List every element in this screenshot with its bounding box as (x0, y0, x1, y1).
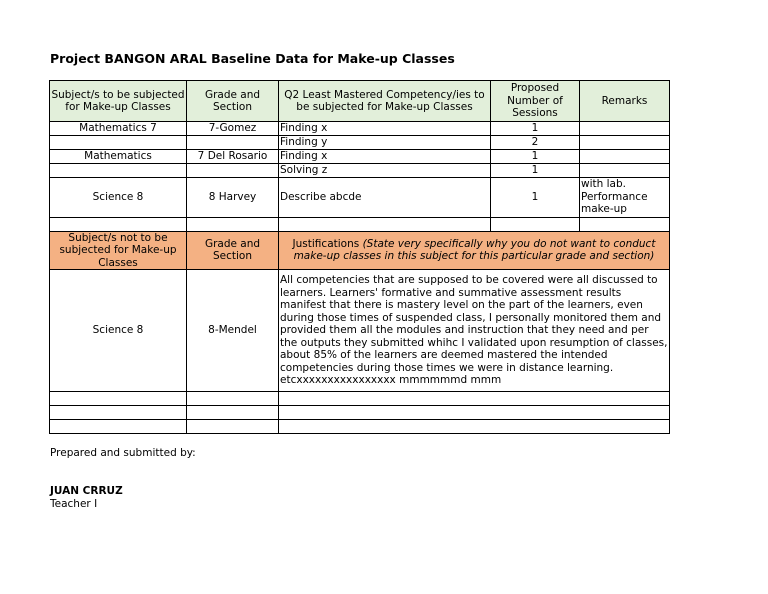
subject-cell: Mathematics (50, 150, 187, 164)
table-row (50, 150, 670, 164)
table-row (50, 122, 670, 136)
subject-cell: Science 8 (50, 177, 187, 217)
remarks-cell: with lab. Performance make-up (580, 177, 670, 217)
header-justifications (279, 231, 670, 270)
subject-cell: Mathematics 7 (50, 122, 187, 136)
blank-row (50, 217, 670, 231)
empty-cell (491, 217, 580, 231)
empty-cell (580, 217, 670, 231)
empty-cell (187, 392, 279, 406)
sessions-cell: 1 (491, 150, 580, 164)
makeup-header-row (50, 81, 670, 122)
remarks-cell (580, 122, 670, 136)
justification-note: (State very specifically why you do not want to conduct make-up classes in this subject for this particular grade and section) (293, 237, 656, 263)
competency-cell: Finding x (279, 150, 491, 164)
sessions-cell: 1 (491, 177, 580, 217)
subject-cell (50, 136, 187, 150)
empty-cell (50, 406, 187, 420)
empty-cell (187, 217, 279, 231)
subject-cell (50, 164, 187, 178)
justification-cell: All competencies that are supposed to be covered were all discussed to learners. Learners' formative and summative assessment results manifest that there is mastery level on the part of the learners, even during those times of suspended class, I personally monitored them and provided them all the modules and instruction that they need and per the outputs they submitted whihc I validated upon resumption of classes, about 85% of the learners are deemed mastered the intended competencies during those times we were in distance learning. etcxxxxxxxxxxxxxxxx mmmmmmd mmm (279, 270, 670, 392)
table-row (50, 136, 670, 150)
grade-section-cell: 8-Mendel (187, 270, 279, 392)
blank-row (50, 406, 670, 420)
empty-cell (279, 406, 670, 420)
header-subject: Subject/s to be subjected for Make-up Classes (50, 81, 187, 122)
grade-section-cell (187, 164, 279, 178)
remarks-cell (580, 136, 670, 150)
preparer-name: JUAN CRRUZ (50, 485, 123, 497)
header-grade-section: Grade and Section (187, 231, 279, 270)
blank-row (50, 420, 670, 434)
sessions-cell: 1 (491, 122, 580, 136)
grade-section-cell: 8 Harvey (187, 177, 279, 217)
sessions-cell: 1 (491, 164, 580, 178)
header-grade-section: Grade and Section (187, 81, 279, 122)
subject-cell: Science 8 (50, 270, 187, 392)
header-subject-not: Subject/s not to be subjected for Make-up Classes (50, 231, 187, 270)
no-makeup-header-row (50, 231, 670, 270)
preparer-position: Teacher I (50, 498, 98, 510)
competency-cell: Finding y (279, 136, 491, 150)
grade-section-cell (187, 136, 279, 150)
grade-section-cell: 7 Del Rosario (187, 150, 279, 164)
competency-cell: Finding x (279, 122, 491, 136)
competency-cell: Solving z (279, 164, 491, 178)
empty-cell (50, 392, 187, 406)
table-row (50, 270, 670, 392)
empty-cell (50, 217, 187, 231)
header-competency: Q2 Least Mastered Competency/ies to be subjected for Make-up Classes (279, 81, 491, 122)
table-row (50, 177, 670, 217)
sessions-cell: 2 (491, 136, 580, 150)
justification-label: Justifications (292, 237, 360, 250)
grade-section-cell: 7-Gomez (187, 122, 279, 136)
competency-cell: Describe abcde (279, 177, 491, 217)
empty-cell (279, 420, 670, 434)
empty-cell (279, 217, 491, 231)
blank-row (50, 392, 670, 406)
baseline-data-table (49, 80, 670, 434)
remarks-cell (580, 150, 670, 164)
empty-cell (279, 392, 670, 406)
empty-cell (50, 420, 187, 434)
header-sessions: Proposed Number of Sessions (491, 81, 580, 122)
empty-cell (187, 420, 279, 434)
table-row (50, 164, 670, 178)
empty-cell (187, 406, 279, 420)
header-remarks: Remarks (580, 81, 670, 122)
prepared-label: Prepared and submitted by: (50, 447, 196, 459)
page-title: Project BANGON ARAL Baseline Data for Make-up Classes (50, 51, 455, 66)
remarks-cell (580, 164, 670, 178)
